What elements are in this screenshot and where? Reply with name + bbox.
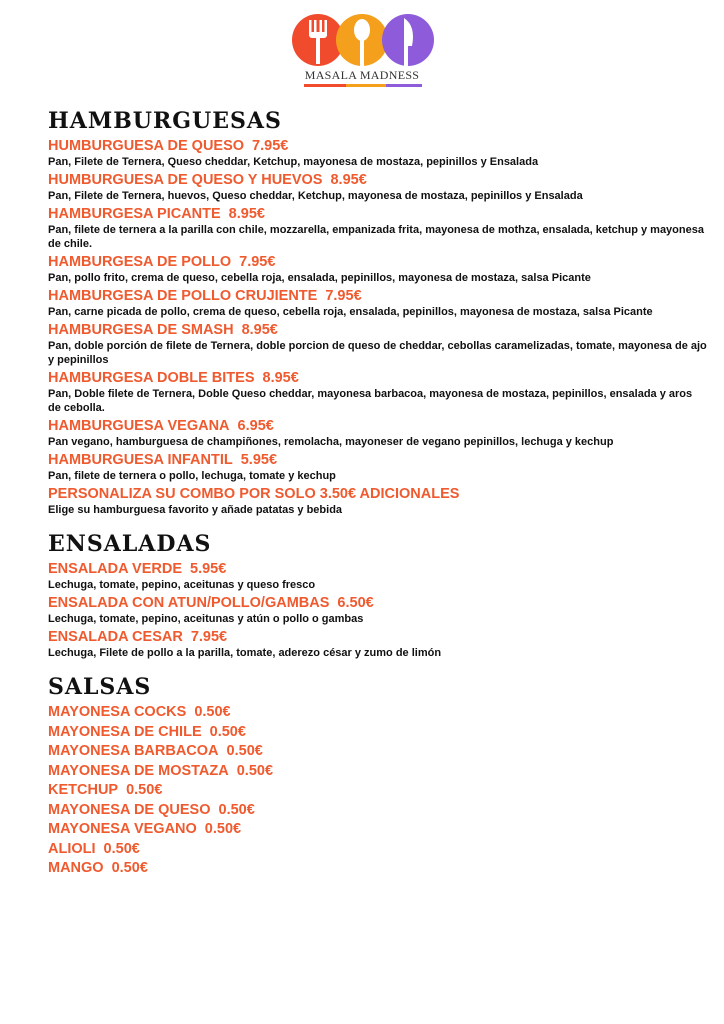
item-title: HUMBURGUESA DE QUESO Y HUEVOS bbox=[48, 172, 323, 188]
salsa-title: MANGO bbox=[48, 860, 104, 876]
item-title: HAMBURGESA DE POLLO CRUJIENTE bbox=[48, 288, 318, 304]
section-title: SALSAS bbox=[48, 674, 152, 700]
menu-item-description: Pan vegano, hamburguesa de champiñones, remolacha, mayoneser de vegano pepinillos, lechuga y kechup bbox=[48, 436, 614, 448]
menu-item-description: Lechuga, tomate, pepino, aceitunas y queso fresco bbox=[48, 579, 316, 591]
item-price: 7.95€ bbox=[325, 288, 362, 304]
brand-underline-orange bbox=[346, 84, 386, 87]
item-price: 5.95€ bbox=[190, 561, 227, 577]
salsa-title: MAYONESA DE MOSTAZA bbox=[48, 762, 229, 779]
item-title: HAMBURGESA DE POLLO bbox=[48, 254, 232, 270]
item-price: 8.95€ bbox=[241, 322, 278, 338]
menu-item-description: Lechuga, tomate, pepino, aceitunas y atún o pollo o gambas bbox=[48, 613, 364, 625]
item-price: 8.95€ bbox=[262, 370, 299, 386]
brand-name: MASALA MADNESS bbox=[304, 68, 420, 82]
section-title: HAMBURGUESAS bbox=[48, 108, 282, 134]
salsa-price: 0.50€ bbox=[209, 723, 246, 740]
salsas-list bbox=[48, 703, 708, 879]
cutlery-logo-icon bbox=[290, 12, 440, 72]
salsa-item bbox=[48, 820, 708, 840]
menu-item-name bbox=[48, 137, 708, 155]
salsa-item bbox=[48, 742, 708, 762]
salsa-title: MAYONESA COCKS bbox=[48, 704, 187, 720]
item-price: 7.95€ bbox=[190, 629, 228, 645]
menu-item-name bbox=[48, 560, 708, 578]
salsa-price: 0.50€ bbox=[194, 704, 231, 720]
salsa-item bbox=[48, 703, 708, 723]
salsa-item bbox=[48, 801, 708, 821]
brand-underline-red bbox=[304, 84, 346, 87]
menu-section bbox=[48, 531, 708, 660]
salsa-title: MAYONESA DE QUESO bbox=[48, 801, 211, 818]
menu-item-name bbox=[48, 417, 708, 435]
menu-item-description: Pan, filete de ternera a la parilla con chile, mozzarella, empanizada frita, mayonesa de mothza, ensalada, ketchup y mayonesa de chile. bbox=[48, 224, 704, 250]
menu-item-name bbox=[48, 485, 708, 503]
salsa-item bbox=[48, 762, 708, 782]
menu-item-name bbox=[48, 171, 708, 189]
menu-item-name bbox=[48, 253, 708, 271]
salsa-title: MAYONESA DE CHILE bbox=[48, 723, 202, 740]
item-title: HAMBURGUESA VEGANA bbox=[48, 418, 230, 434]
item-price: 6.95€ bbox=[237, 418, 274, 434]
item-title: HAMBURGESA PICANTE bbox=[48, 206, 221, 222]
menu-item-description: Pan, Filete de Ternera, huevos, Queso cheddar, Ketchup, mayonesa de mostaza, pepinillos y Ensalada bbox=[48, 190, 583, 202]
salsa-price: 0.50€ bbox=[126, 782, 163, 798]
menu-item-description: Lechuga, Filete de pollo a la parilla, tomate, aderezo césar y zumo de limón bbox=[48, 647, 442, 659]
menu-item-description: Pan, Doble filete de Ternera, Doble Queso cheddar, mayonesa barbacoa, mayonesa de mostaza, pepinillos, ensalada y aros de cebolla. bbox=[48, 388, 693, 414]
menu-item-description: Pan, doble porción de filete de Ternera, doble porcion de queso de cheddar, cebollas caramelizadas, tomate, mayonesa de ajo y pepinillos bbox=[48, 340, 707, 366]
salsa-item bbox=[48, 840, 708, 860]
salsa-price: 0.50€ bbox=[111, 860, 148, 876]
salsa-price: 0.50€ bbox=[103, 840, 140, 857]
menu-item-name bbox=[48, 205, 708, 223]
item-price: 7.95€ bbox=[239, 254, 276, 270]
menu-item-description: Pan, pollo frito, crema de queso, cebella roja, ensalada, pepinillos, mayonesa de mostaza, salsa Picante bbox=[48, 272, 591, 284]
salsa-price: 0.50€ bbox=[204, 821, 242, 837]
item-price: 6.50€ bbox=[337, 595, 374, 611]
menu-item-description: Pan, carne picada de pollo, crema de queso, cebella roja, ensalada, pepinillos, mayonesa de mostaza, salsa Picante bbox=[48, 306, 653, 318]
menu-item-name bbox=[48, 628, 708, 646]
brand-underline-purple bbox=[386, 84, 422, 87]
item-title: ENSALADA CON ATUN/POLLO/GAMBAS bbox=[48, 595, 330, 611]
item-title: HUMBURGUESA DE QUESO bbox=[48, 138, 245, 154]
salsa-item bbox=[48, 781, 708, 801]
salsa-price: 0.50€ bbox=[226, 743, 263, 759]
salsa-price: 0.50€ bbox=[236, 762, 274, 779]
item-title: HAMBURGESA DE SMASH bbox=[48, 322, 234, 338]
menu-sections bbox=[48, 108, 708, 660]
menu-content bbox=[48, 108, 708, 893]
menu-item-name bbox=[48, 321, 708, 339]
menu-item-name bbox=[48, 287, 708, 305]
item-title: PERSONALIZA SU COMBO POR SOLO 3.50€ ADICIONALES bbox=[48, 486, 460, 502]
menu-item-description: Pan, filete de ternera o pollo, lechuga, tomate y kechup bbox=[48, 470, 336, 482]
item-price: 8.95€ bbox=[228, 206, 265, 222]
salsa-title: MAYONESA BARBACOA bbox=[48, 743, 219, 759]
item-title: ENSALADA CESAR bbox=[48, 629, 183, 645]
item-title: HAMBURGUESA INFANTIL bbox=[48, 452, 233, 468]
menu-item-name bbox=[48, 451, 708, 469]
item-title: HAMBURGESA DOBLE BITES bbox=[48, 370, 255, 386]
salsa-title: KETCHUP bbox=[48, 782, 119, 798]
menu-item-description: Elige su hamburguesa favorito y añade patatas y bebida bbox=[48, 504, 343, 516]
item-price: 8.95€ bbox=[330, 172, 367, 188]
section-title: ENSALADAS bbox=[48, 531, 212, 557]
salsa-title: ALIOLI bbox=[48, 840, 96, 857]
menu-item-description: Pan, Filete de Ternera, Queso cheddar, Ketchup, mayonesa de mostaza, pepinillos y Ensalada bbox=[48, 156, 539, 168]
menu-item-name bbox=[48, 594, 708, 612]
salsa-item bbox=[48, 859, 708, 879]
salsas-section bbox=[48, 674, 708, 879]
menu-item-name bbox=[48, 369, 708, 387]
item-price: 7.95€ bbox=[252, 138, 289, 154]
salsa-title: MAYONESA VEGANO bbox=[48, 821, 197, 837]
menu-section bbox=[48, 108, 708, 517]
item-title: ENSALADA VERDE bbox=[48, 561, 183, 577]
salsa-price: 0.50€ bbox=[218, 801, 255, 818]
salsa-item bbox=[48, 723, 708, 743]
item-price: 5.95€ bbox=[240, 452, 278, 468]
